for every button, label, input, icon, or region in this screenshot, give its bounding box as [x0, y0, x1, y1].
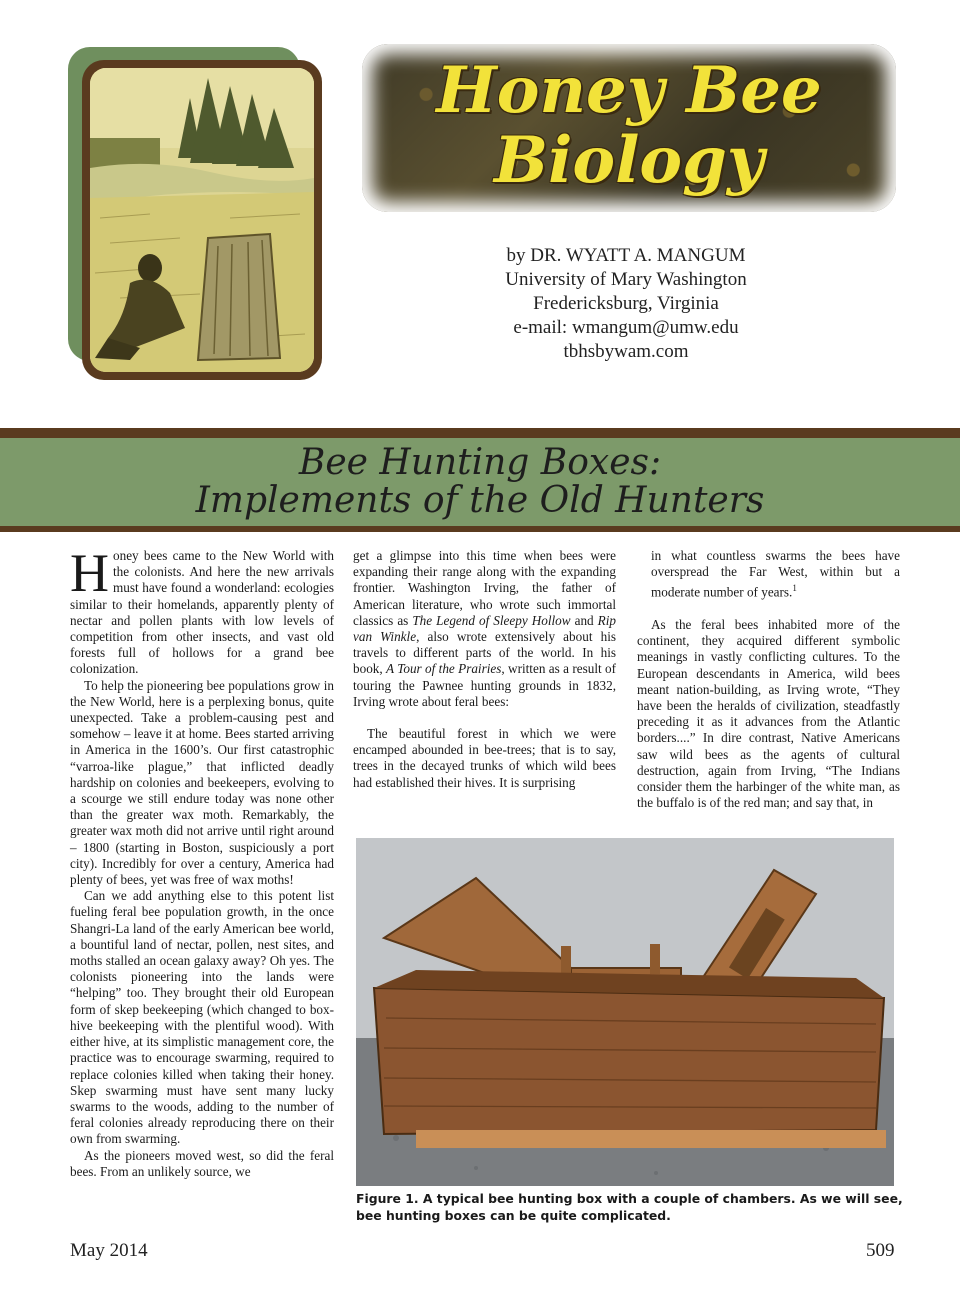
bee-hunting-box-illustration [356, 838, 894, 1186]
title-banner [362, 44, 896, 212]
author-block [440, 244, 812, 364]
text-column-2 [353, 548, 616, 791]
author-affiliation: University of Mary Washington [505, 269, 747, 290]
article-title-line2: Implements of the Old Hunters [195, 480, 765, 521]
book-title: A Tour of the Prairies [386, 661, 502, 677]
block-quote-continued: in what countless swarms the bees have overspread the Far West, within but a moderate number of years.$^1$ [651, 548, 900, 600]
figure-1-caption [356, 1190, 906, 1224]
magazine-section-title-line2: Biology [493, 123, 765, 198]
book-title: The Legend of Sleepy Hollow [412, 612, 571, 628]
page-number: 509 [866, 1240, 895, 1261]
figure-1-photo [356, 838, 894, 1186]
article-title-banner [0, 438, 960, 526]
drop-cap: H [70, 543, 109, 603]
caption-line: bee hunting boxes can be quite complicated. [356, 1208, 671, 1223]
text-column-1 [70, 543, 334, 1180]
footnote-marker: 1 [792, 583, 797, 594]
vintage-photo-frame [82, 60, 322, 380]
author-website[interactable]: tbhsbywam.com [563, 341, 689, 362]
bee-hunter-landscape-illustration [90, 68, 314, 372]
block-quote: The beautiful forest in which we were encamped abounded in bee-trees; that is to say, trees in the decayed trunks of which wild bees had established their hives. It is surprising [353, 726, 616, 790]
article-title-line1: Bee Hunting Boxes: [298, 442, 662, 483]
issue-date: May 2014 [70, 1240, 148, 1261]
paragraph: Can we add anything else to this potent list fueling feral bee population growth, in the once Shangri-La land of the early American bee world, a bountiful land of nectar, pollen, nest sites, and moths stalled an ocean galaxy away? Oh yes. The colonists pioneering into the lands were “helping” too. They brought their old European form of skep beekeeping (which changed to box-hive beekeeping with the plentiful wood). With either hive, at its simplistic management core, the practice was to encourage swarming, required to replace colonies killed when taking their honey. Skep swarming must have sent many lucky swarms to the woods, adding to the number of feral colonies already reproducing there on their own from swarming. [70, 888, 334, 1147]
caption-line: Figure 1. A typical bee hunting box with a couple of chambers. As we will see, [356, 1191, 903, 1206]
paragraph: As the feral bees inhabited more of the continent, they acquired different symbolic meanings in vastly conflicting cultures. To the European descendants in America, wild bees meant nation-building, as Irving wrote, “They have been the heralds of civilization, steadfastly preceding it as it advances from the Atlantic borders....” In dire contrast, Native Americans saw wild bees as the agents of cultural destruction, again from Irving, “The Indians consider them the harbinger of the white man, as the buffalo is of the red man; and say that, in [637, 617, 900, 811]
text-column-3 [637, 548, 900, 811]
banner-top-rule [0, 428, 960, 438]
vintage-photo [90, 68, 314, 372]
paragraph: Honey bees came to the New World with the colonists. And here the new arrivals must have found a wonderland: ecologies similar to their homelands, apparently plenty of nectar and pollen plants with low levels of competition from other insects, and vast old forests full of hollows for a grand bee colonization. [70, 543, 334, 677]
paragraph: get a glimpse into this time when bees were expanding their range along with the expanding frontier. Washington Irving, the father of American literature, who wrote such immortal classics as The Legend of Sleepy Hollow and Rip van Winkle, also wrote extensively about his travels to different parts of the world. In his book, A Tour of the Prairies, written as a result of touring the Pawnee hunting grounds in 1832, Irving wrote about feral bees: [353, 548, 617, 709]
paragraph: As the pioneers moved west, so did the feral bees. From an unlikely source, we [70, 1147, 334, 1179]
paragraph: To help the pioneering bee populations grow in the New World, here is a perplexing bonus, quite unexpected. Take a problem-causing pest and somehow – leave it at home. Bees started arriving in America in the 1600’s. Our first catastrophic “varroa-like plague,” that inflicted deadly hardship on colonies and beekeepers, evolving to a scourge we still endure today was none other than the greater wax moth. Remarkably, the greater wax moth did not arrive until right around – 1800 (starting in Boston, suspiciously a port city). Incredibly for over a century, America had plenty of bees, yet was free of wax moths! [70, 677, 334, 888]
author-location: Fredericksburg, Virginia [533, 293, 719, 314]
author-email[interactable]: e-mail: wmangum@umw.edu [513, 317, 739, 338]
author-name: by DR. WYATT A. MANGUM [506, 245, 746, 266]
magazine-section-title-line1: Honey Bee [436, 53, 822, 128]
banner-bottom-rule [0, 526, 960, 532]
book-title: Rip van Winkle [353, 612, 616, 645]
